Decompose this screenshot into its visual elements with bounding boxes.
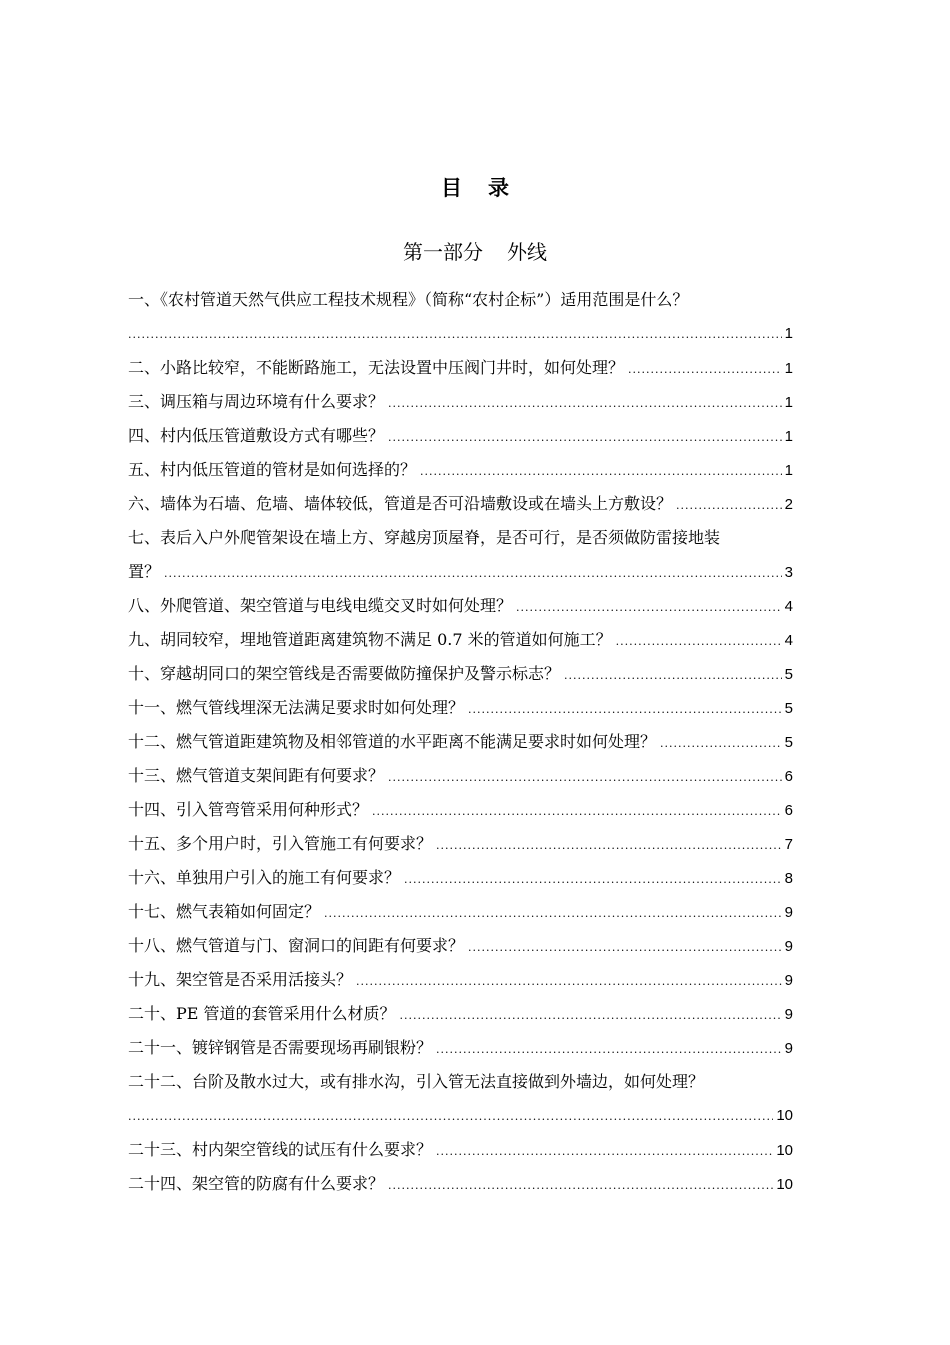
page-title (0, 172, 950, 202)
dot-leader (628, 353, 782, 387)
dot-leader (436, 829, 782, 863)
toc-entry[interactable] (128, 895, 793, 929)
title-char-2: 录 (488, 176, 509, 200)
toc-entry-text: 五、村内低压管道的管材是如何选择的？ (128, 460, 417, 479)
dot-leader (388, 1169, 773, 1203)
dot-leader (660, 727, 782, 761)
toc-entry-text: 六、墙体为石墙、危墙、墙体较低，管道是否可沿墙敷设或在墙头上方敷设？ (128, 494, 673, 513)
dot-leader (164, 557, 782, 591)
toc-entry[interactable] (128, 521, 793, 589)
dot-leader (436, 1135, 773, 1169)
dot-leader (388, 387, 782, 421)
toc-entry[interactable] (128, 487, 793, 521)
toc-entry[interactable] (128, 623, 793, 657)
toc-entry[interactable] (128, 419, 793, 453)
toc-entry-page-number: 5 (784, 700, 793, 717)
toc-entry[interactable] (128, 793, 793, 827)
toc-entry-text: 十四、引入管弯管采用何种形式？ (128, 800, 369, 819)
toc-entry-text: 九、胡同较窄，埋地管道距离建筑物不满足 0.7 米的管道如何施工？ (128, 630, 612, 649)
toc-entry-text: 二十、PE 管道的套管采用什么材质？ (128, 1004, 396, 1023)
dot-leader (356, 965, 782, 999)
toc-entry-page-number: 2 (784, 496, 793, 513)
dot-leader (128, 318, 782, 352)
toc-entry[interactable] (128, 453, 793, 487)
toc-entry-text: 二十三、村内架空管线的试压有什么要求？ (128, 1140, 433, 1159)
dot-leader (436, 1033, 782, 1067)
toc-entry-text: 十七、燃气表箱如何固定？ (128, 902, 321, 921)
dot-leader (372, 795, 782, 829)
toc-entry[interactable] (128, 1031, 793, 1065)
toc-entry-page-number: 9 (784, 938, 793, 955)
toc-entry[interactable] (128, 1133, 793, 1167)
toc-entry-page-number: 1 (784, 428, 793, 445)
toc-entry-page-number: 5 (784, 666, 793, 683)
dot-leader (388, 421, 782, 455)
dot-leader (388, 761, 782, 795)
toc-entry-text: 十二、燃气管道距建筑物及相邻管道的水平距离不能满足要求时如何处理？ (128, 732, 657, 751)
toc-entry-text: 八、外爬管道、架空管道与电线电缆交叉时如何处理？ (128, 596, 513, 615)
toc-entry-page-number: 7 (784, 836, 793, 853)
toc-entry-page-number: 9 (784, 1006, 793, 1023)
toc-entry[interactable] (128, 997, 793, 1031)
dot-leader (420, 455, 782, 489)
dot-leader (324, 897, 782, 931)
toc-entry-page-number: 3 (784, 564, 793, 581)
toc-entry-page-number: 4 (784, 598, 793, 615)
toc-entry-page-number: 10 (776, 1107, 793, 1124)
dot-leader (564, 659, 782, 693)
toc-entry-page-number: 1 (784, 325, 793, 342)
toc-entry-text: 十九、架空管是否采用活接头？ (128, 970, 353, 989)
toc-entry-text-line1: 二十二、台阶及散水过大，或有排水沟，引入管无法直接做到外墙边，如何处理？ (128, 1072, 705, 1091)
dot-leader (468, 931, 782, 965)
dot-leader (404, 863, 782, 897)
toc-entry-text: 十一、燃气管线埋深无法满足要求时如何处理？ (128, 698, 465, 717)
toc-entry[interactable] (128, 963, 793, 997)
section-number: 第一部分 (403, 240, 483, 264)
toc-entry-page-number: 9 (784, 972, 793, 989)
toc-entry-text: 置？ (128, 562, 161, 581)
toc-entry[interactable] (128, 1065, 793, 1133)
toc-entry-text: 十五、多个用户时，引入管施工有何要求？ (128, 834, 433, 853)
toc-entry-text: 十三、燃气管道支架间距有何要求？ (128, 766, 385, 785)
toc-entry-text: 十八、燃气管道与门、窗洞口的间距有何要求？ (128, 936, 465, 955)
toc-entry[interactable] (128, 351, 793, 385)
toc-entry[interactable] (128, 759, 793, 793)
toc-entry[interactable] (128, 929, 793, 963)
toc-entry[interactable] (128, 827, 793, 861)
section-heading (0, 236, 950, 265)
title-char-1: 目 (441, 176, 462, 200)
toc-entry-text: 二、小路比较窄，不能断路施工，无法设置中压阀门井时，如何处理？ (128, 358, 625, 377)
toc-entry-text-line1: 一、《农村管道天然气供应工程技术规程》（简称“农村企标”）适用范围是什么？ (128, 290, 689, 309)
toc-entry-text: 二十四、架空管的防腐有什么要求？ (128, 1174, 385, 1193)
toc-entry-page-number: 1 (784, 394, 793, 411)
toc-entry[interactable] (128, 691, 793, 725)
dot-leader (128, 1100, 773, 1134)
dot-leader (468, 693, 782, 727)
toc-list (128, 283, 793, 1201)
toc-entry-text: 三、调压箱与周边环境有什么要求？ (128, 392, 385, 411)
dot-leader (616, 625, 782, 659)
toc-entry-text: 十六、单独用户引入的施工有何要求？ (128, 868, 401, 887)
toc-entry[interactable] (128, 657, 793, 691)
toc-entry[interactable] (128, 725, 793, 759)
toc-entry[interactable] (128, 1167, 793, 1201)
toc-entry-page-number: 9 (784, 1040, 793, 1057)
toc-entry[interactable] (128, 861, 793, 895)
toc-entry-text: 二十一、镀锌钢管是否需要现场再刷银粉？ (128, 1038, 433, 1057)
dot-leader (676, 489, 782, 523)
toc-entry[interactable] (128, 589, 793, 623)
toc-entry-page-number: 5 (784, 734, 793, 751)
toc-entry-page-number: 9 (784, 904, 793, 921)
toc-entry-page-number: 10 (776, 1142, 793, 1159)
toc-entry-text: 四、村内低压管道敷设方式有哪些？ (128, 426, 385, 445)
toc-entry-page-number: 1 (784, 462, 793, 479)
dot-leader (516, 591, 782, 625)
toc-entry-page-number: 6 (784, 768, 793, 785)
toc-entry-text: 十、穿越胡同口的架空管线是否需要做防撞保护及警示标志？ (128, 664, 561, 683)
dot-leader (400, 999, 782, 1033)
toc-entry-page-number: 1 (784, 360, 793, 377)
toc-entry-page-number: 6 (784, 802, 793, 819)
section-name: 外线 (507, 240, 547, 264)
toc-entry-page-number: 4 (784, 632, 793, 649)
toc-entry-page-number: 10 (776, 1176, 793, 1193)
toc-entry[interactable] (128, 385, 793, 419)
toc-entry-page-number: 8 (784, 870, 793, 887)
toc-entry[interactable] (128, 283, 793, 351)
toc-entry-text-line1: 七、表后入户外爬管架设在墙上方、穿越房顶屋脊，是否可行，是否须做防雷接地装 (128, 528, 721, 547)
